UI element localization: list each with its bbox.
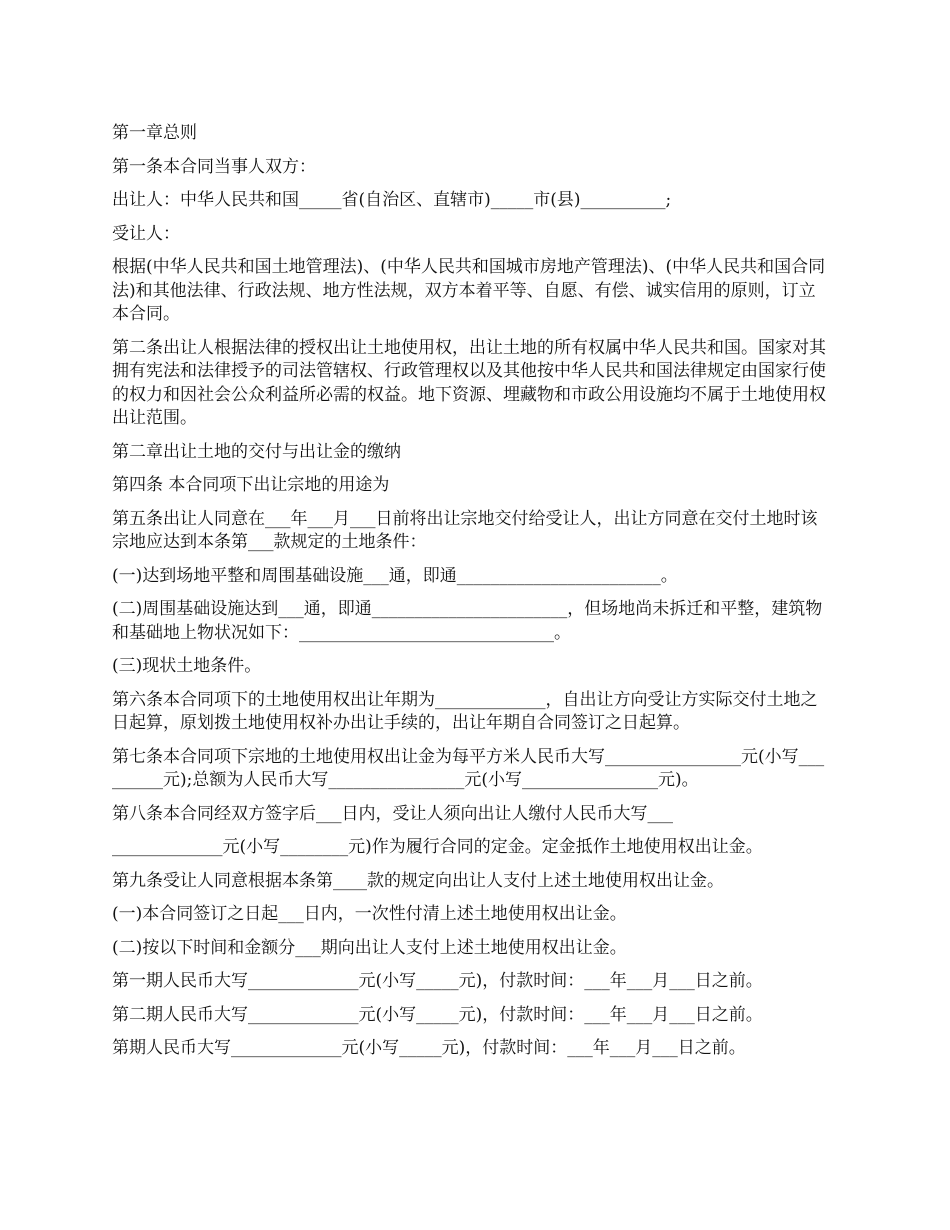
article-8-continuation: _____________元(小写________元)作为履行合同的定金。定金抵作土地使用权出让金。 (112, 837, 763, 857)
installment-1-line: 第一期人民币大写_____________元(小写_____元)，付款时间：___年___月___日之前。 (112, 971, 763, 991)
payment-option-2: (二)按以下时间和金额分___期向出让人支付上述土地使用权出让金。 (112, 937, 627, 958)
condition-2-paragraph: (二)周围基础设施达到___通，即通_______________________，但场地尚未拆迁和平整，建筑物和基础地上物状况如下：______________________________。 (112, 599, 823, 643)
installment-n-line: 第期人民币大写_____________元(小写_____元)，付款时间：___年___月___日之前。 (112, 1038, 746, 1058)
article-1-heading: 第一条本合同当事人双方： (112, 156, 316, 177)
installment-2-line: 第二期人民币大写_____________元(小写_____元)，付款时间：___年___月___日之前。 (112, 1004, 763, 1025)
condition-3-paragraph: (三)现状土地条件。 (112, 656, 262, 676)
chapter-1-heading: 第一章总则 (112, 123, 197, 143)
article-9-paragraph: 第九条受让人同意根据本条第____款的规定向出让人支付上述土地使用权出让金。 (112, 870, 724, 891)
article-8-paragraph: 第八条本合同经双方签字后___日内，受让人须向出让人缴付人民币大写___ (112, 803, 673, 824)
article-5-paragraph: 第五条出让人同意在___年___月___日前将出让宗地交付给受让人，出让方同意在交付土地时该宗地应达到本条第___款规定的土地条件： (112, 508, 818, 552)
article-4-paragraph: 第四条 本合同项下出让宗地的用途为 (112, 475, 390, 495)
article-7-paragraph: 第七条本合同项下宗地的土地使用权出让金为每平方米人民币大写________________元(小写_________元);总额为人民币大写________________元(小写________________元)。 (112, 746, 825, 790)
transferor-line: 出让人：中华人民共和国_____省(自治区、直辖市)_____市(县)__________; (112, 190, 672, 210)
article-2-paragraph: 第二条出让人根据法律的授权出让土地使用权，出让土地的所有权属中华人民共和国。国家对其拥有宪法和法律授予的司法管辖权、行政管理权以及其他按中华人民共和国法律规定由国家行使的权力和因社会公众利益所必需的权益。地下资源、埋藏物和市政公用设施均不属于土地使用权出让范围。 (112, 337, 826, 428)
transferee-line: 受让人： (112, 223, 180, 244)
condition-1-paragraph: (一)达到场地平整和周围基础设施___通，即通________________________。 (112, 565, 678, 586)
article-6-paragraph: 第六条本合同项下的土地使用权出让年期为_____________，自出让方向受让方实际交付土地之日起算，原划拨土地使用权补办出让手续的，出让年期自合同签订之日起算。 (112, 689, 818, 733)
payment-option-1: (一)本合同签订之日起___日内，一次性付清上述土地使用权出让金。 (112, 904, 627, 924)
legal-basis-paragraph: 根据(中华人民共和国土地管理法)、(中华人民共和国城市房地产管理法)、(中华人民共和国合同法)和其他法律、行政法规、地方性法规，双方本着平等、自愿、有偿、诚实信用的原则，订立本合同。 (112, 257, 826, 324)
document-body (112, 122, 832, 1071)
chapter-2-heading: 第二章出让土地的交付与出让金的缴纳 (112, 441, 401, 462)
